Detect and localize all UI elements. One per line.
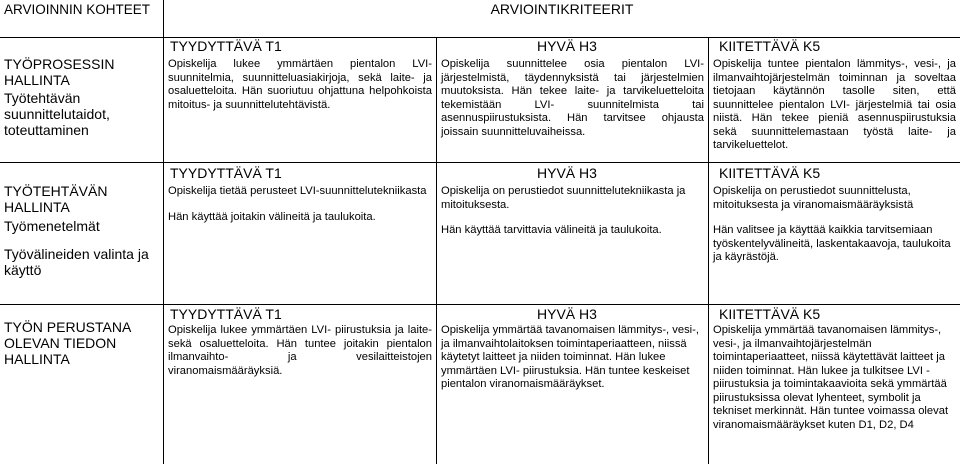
description-text: Hän käyttää tarvittavia välineitä ja taulukoita.	[441, 224, 662, 236]
description-k5	[709, 322, 960, 464]
description-text: Opiskelija lukee ymmärtäen pientalon LVI-suunnitelmia, suunnitteluasiakirjoja, sekä laite- ja osaluetteloita. Hän suoriutuu ohjattuna helpohkoista mitoitus- ja suunnittelutehtävistä.	[168, 58, 432, 111]
description-text: Opiskelija ymmärtää tavanomaisen lämmitys-, vesi-, ja ilmanvaihtolaitoksen toimintaperiaatteen, niissä käytetyt laitteet ja niiden toiminnat. Hän lukee ymmärtäen LVI- piirustuksia. Hän tuntee keskeiset pientalon viranomaismääräykset.	[441, 324, 700, 390]
criterion-subtitle: Työtehtävän suunnittelutaidot, toteuttaminen	[4, 90, 110, 138]
description-h3	[437, 322, 708, 464]
criterion-subtitle-2: Työvälineiden valinta ja käyttö	[4, 246, 149, 278]
grade-label-k5: KIITETTÄVÄ K5	[719, 165, 821, 181]
description-t1	[164, 183, 436, 304]
description-text: Opiskelija lukee ymmärtäen LVI- piirustuksia ja laite- sekä osaluetteloita. Hän tuntee joitakin pientalon ilmanvaihto- ja vesilaitteistojen viranomaismääräyksiä.	[168, 324, 432, 377]
criterion-work-task	[0, 163, 163, 304]
description-text: Opiskelija suunnittelee osia pientalon LVI-järjestelmistä, täydennyksistä tai järjestelmien muutoksista. Hän tekee laite- ja tarvikeluetteloita tekemistään LVI- suunnitelmista tai asennuspiirustuksista. Hän tarvitsee ohjausta joissain suunnitteluvaiheissa.	[441, 58, 704, 138]
grade-label-t1: TYYDYTTÄVÄ T1	[170, 38, 282, 54]
grade-label-t1: TYYDYTTÄVÄ T1	[170, 165, 282, 181]
grade-label-h3: HYVÄ H3	[537, 306, 597, 322]
description-text: Hän valitsee ja käyttää kaikkia tarvitsemiaan työskentelyvälineitä, laskentakaavoja, taulukoita ja käyrästöjä.	[713, 224, 951, 263]
grade-label-h3: HYVÄ H3	[537, 38, 597, 54]
description-k5	[709, 183, 960, 304]
description-text: Hän käyttää joitakin välineitä ja taulukoita.	[168, 210, 376, 223]
description-text: Opiskelija tuntee pientalon lämmitys-, vesi-, ja ilmanvaihtojärjestelmän toiminnan ja soveltaa tietojaan käytännön tasolle siten, että suunnittelee pientalon LVI- järjestelmiä tai osia niistä. Hän tekee pieniä asennuspiirustuksia sekä suunnittelemastaan työstä laite- ja tarvikeluettelot.	[713, 58, 956, 151]
description-text: Opiskelija on perustiedot suunnittelutekniikasta ja mitoituksesta.	[441, 185, 686, 211]
criterion-work-process	[0, 38, 163, 162]
description-text: Opiskelija ymmärtää tavanomaisen lämmitys-, vesi-, ja ilmanvaihtojärjestelmän toimintaperiaatteet, niissä käytettävät laitteet ja niiden toiminnat. Hän lukee ja tulkitsee LVI - piirustuksia ja toimintakaavioita sekä ymmärtää piirustuksissa olevat lyhenteet, symbolit ja tekniset merkinnät. Hän tuntee voimassa olevat viranomaismääräykset kuten D1, D2, D4	[713, 324, 949, 431]
description-t1	[164, 322, 436, 464]
description-t1	[164, 56, 436, 162]
criterion-knowledge-base	[0, 305, 163, 464]
description-text: Opiskelija tietää perusteet LVI-suunnittelutekniikasta	[168, 185, 427, 197]
description-k5	[709, 56, 960, 162]
criterion-title: TYÖN PERUSTANA OLEVAN TIEDON HALLINTA	[4, 319, 131, 367]
description-text: Opiskelija on perustiedot suunnittelusta, mitoituksesta ja viranomaismääräyksistä	[713, 185, 914, 211]
assessment-targets-header: ARVIOINNIN KOHTEET	[4, 2, 151, 17]
grade-label-h3: HYVÄ H3	[537, 165, 597, 181]
criterion-title: TYÖPROSESSIN HALLINTA	[4, 56, 115, 88]
description-h3	[437, 56, 708, 162]
grade-label-k5: KIITETTÄVÄ K5	[719, 38, 821, 54]
description-h3	[437, 183, 708, 304]
criterion-subtitle: Työmenetelmät	[4, 218, 100, 234]
assessment-criteria-header: ARVIOINTIKRITEERIT	[490, 1, 634, 17]
criterion-title: TYÖTEHTÄVÄN HALLINTA	[4, 183, 108, 215]
grade-label-k5: KIITETTÄVÄ K5	[719, 306, 821, 322]
grade-label-t1: TYYDYTTÄVÄ T1	[170, 306, 282, 322]
